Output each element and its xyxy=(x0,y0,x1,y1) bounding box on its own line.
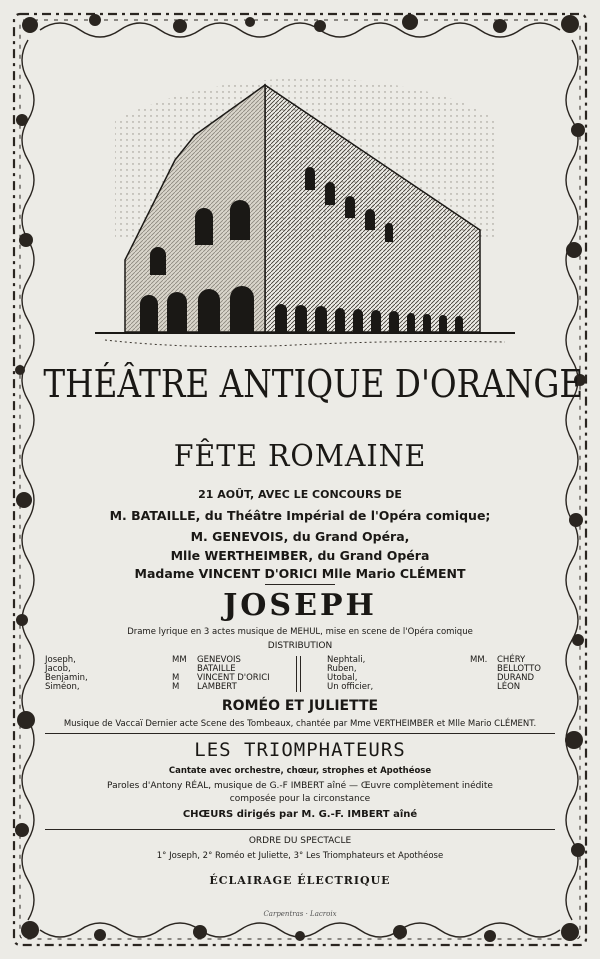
prefix xyxy=(470,683,487,692)
divider xyxy=(45,829,555,830)
performer-wertheimber: Mlle WERTHEIMBER, du Grand Opéra xyxy=(170,548,430,563)
role: Utobal, xyxy=(327,673,358,683)
distribution-divider xyxy=(296,656,297,692)
romeo-title: ROMÉO ET JULIETTE xyxy=(221,698,379,714)
romeo-description: Musique de Vaccaï Dernier acte Scene des Tombeaux, chantée par Mme VERTHEIMBER et Mlle Mario CLÉMENT. xyxy=(63,719,537,729)
actors-right xyxy=(497,656,541,692)
prefix xyxy=(470,665,487,674)
role: Siméon, xyxy=(45,682,80,692)
actor-prefix-right xyxy=(470,656,487,692)
theatre-engraving xyxy=(95,60,515,360)
roles-left xyxy=(45,656,88,692)
joseph-description: Drame lyrique en 3 actes musique de MEHUL, mise en scene de l'Opéra comique xyxy=(127,627,473,637)
poster-subtitle: FÊTE ROMAINE xyxy=(173,439,427,474)
ordre-list: 1° Joseph, 2° Roméo et Juliette, 3° Les Triomphateurs et Apothéose xyxy=(156,851,444,861)
cantate-line: Cantate avec orchestre, chœur, strophes et Apothéose xyxy=(168,766,432,776)
joseph-title: JOSEPH xyxy=(223,588,377,623)
paroles-line: Paroles d'Antony RÉAL, musique de G.-F IMBERT aîné — Œuvre complètement inédite xyxy=(107,781,493,791)
composee-line: composée pour la circonstance xyxy=(229,794,371,804)
prefix: M xyxy=(172,673,180,683)
distribution-label: DISTRIBUTION xyxy=(267,641,333,651)
triomphateurs-title: LES TRIOMPHATEURS xyxy=(194,739,406,761)
actor: GENEVOIS xyxy=(197,655,241,665)
poster-title: THÉÂTRE ANTIQUE D'ORANGE xyxy=(43,362,584,406)
role: Jacob, xyxy=(45,664,71,674)
eclairage-line: ÉCLAIRAGE ÉLECTRIQUE xyxy=(209,874,391,887)
distribution-divider xyxy=(300,656,301,692)
role: Nephtali, xyxy=(327,655,366,665)
prefix xyxy=(470,674,487,683)
actor: VINCENT D'ORICI xyxy=(197,673,270,683)
actors-left xyxy=(197,656,270,692)
actor: CHÉRY xyxy=(497,655,526,665)
prefix: M xyxy=(172,682,180,692)
performer-genevois: M. GENEVOIS, du Grand Opéra, xyxy=(190,529,410,544)
divider xyxy=(45,733,555,734)
actor: DURAND xyxy=(497,673,535,683)
choeurs-line: CHŒURS dirigés par M. G.-F. IMBERT aîné xyxy=(182,809,418,820)
performer-vincent-clement: Madame VINCENT D'ORICI Mlle Mario CLÉMENT xyxy=(134,566,466,581)
ordre-label: ORDRE DU SPECTACLE xyxy=(248,836,352,846)
divider-short xyxy=(265,584,335,585)
role: Joseph, xyxy=(45,655,76,665)
role: Un officier, xyxy=(327,682,374,692)
role: Benjamin, xyxy=(45,673,88,683)
prefix: MM xyxy=(172,655,187,665)
actor: LÉON xyxy=(497,682,521,692)
performer-bataille: M. BATAILLE, du Théâtre Impérial de l'Opéra comique; xyxy=(109,508,491,523)
printer-credit: Carpentras · Lacroix xyxy=(263,910,337,918)
actor: LAMBERT xyxy=(197,682,237,692)
prefix: MM. xyxy=(470,655,488,665)
actor: BATAILLE xyxy=(197,664,236,674)
actor: BELLOTTO xyxy=(497,664,541,674)
roles-right xyxy=(327,656,373,692)
date-line: 21 AOÛT, AVEC LE CONCOURS DE xyxy=(198,488,402,501)
role: Ruben, xyxy=(327,664,357,674)
actor-prefix-left xyxy=(172,656,187,692)
